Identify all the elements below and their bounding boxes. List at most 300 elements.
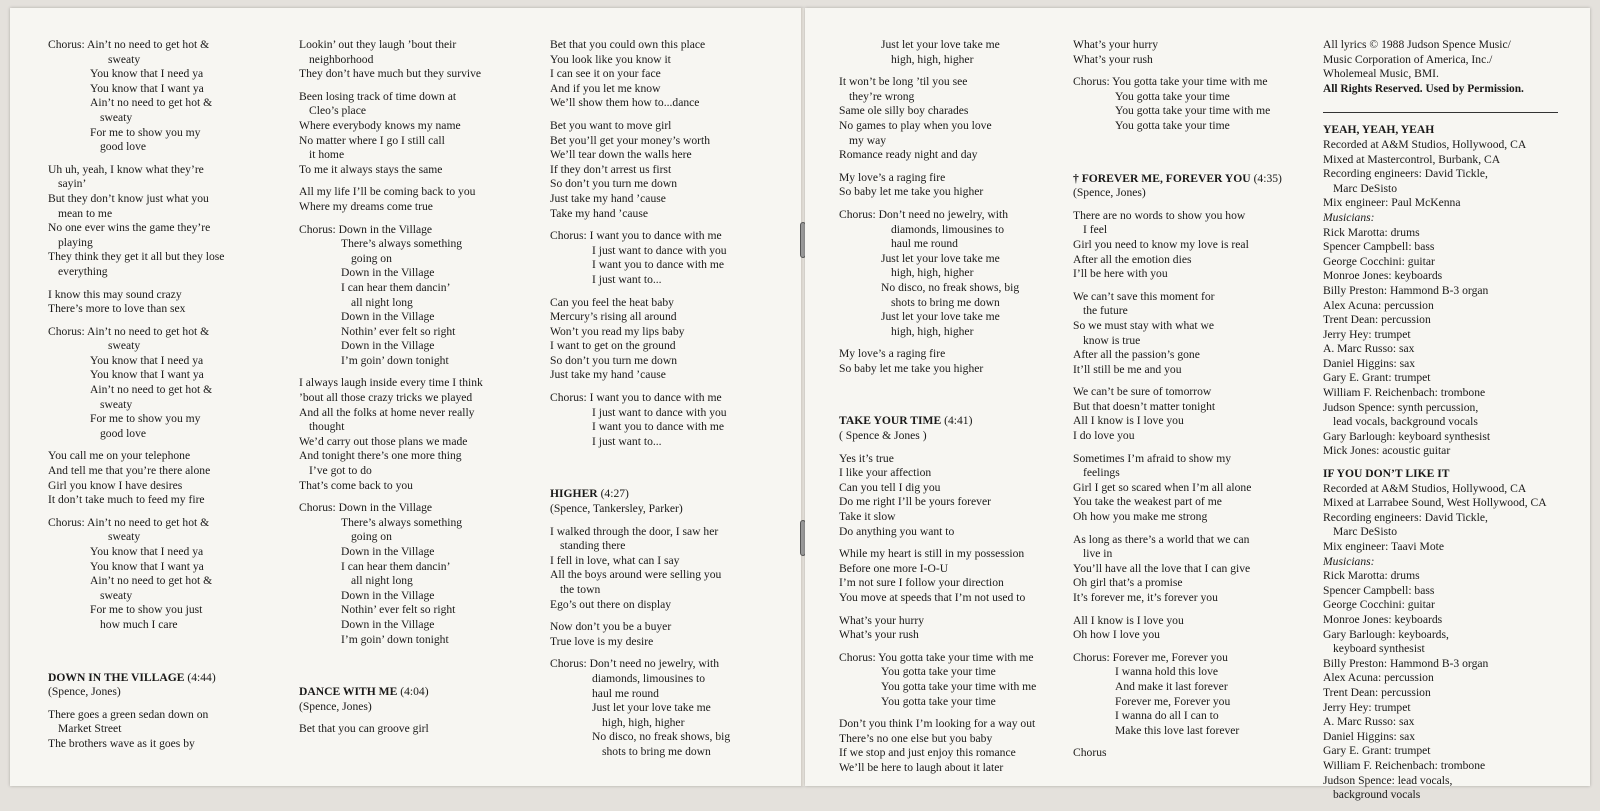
lyric-stanza: [1073, 452, 1309, 525]
lyric-stanza: [1073, 614, 1309, 643]
text-line: Oh girl that’s a promise: [1073, 576, 1183, 590]
text-line: So we must stay with what we: [1073, 318, 1215, 332]
lyric-stanza: [839, 717, 1067, 775]
text-line: Chorus: Don’t need no jewelry, with: [550, 657, 720, 671]
text-line: So baby let me take you higher: [839, 361, 984, 375]
lyric-stanza: [839, 347, 1067, 376]
text-line: Chorus: Down in the Village: [299, 222, 433, 236]
text-line: A. Marc Russo: sax: [1323, 342, 1415, 356]
text-line: Don’t you think I’m looking for a way out: [839, 717, 1036, 731]
lyric-stanza: [299, 223, 535, 369]
text-line: Where my dreams come true: [299, 199, 433, 213]
text-line: sayin’: [58, 177, 87, 191]
lyric-stanza: [48, 38, 278, 155]
lyrics-column-4: [839, 38, 1067, 784]
text-line: You look like you know it: [550, 52, 671, 66]
text-line: Chorus: I want you to dance with me: [550, 391, 722, 405]
song-duration: (4:04): [397, 685, 429, 699]
lyric-stanza: [839, 38, 1067, 67]
text-line: You gotta take your time: [881, 694, 996, 708]
text-line: You’ll have all the love that I can give: [1073, 561, 1251, 575]
text-line: William F. Reichenbach: trombone: [1323, 758, 1486, 772]
text-line: high, high, higher: [891, 52, 974, 66]
lyric-stanza: [550, 657, 790, 759]
text-line: There are no words to show you how: [1073, 208, 1246, 222]
text-line: Gary Barlough: keyboards,: [1323, 627, 1449, 641]
text-line: I’ll be here with you: [1073, 267, 1168, 281]
text-line: Musicians:: [1323, 210, 1375, 224]
text-line: Ain’t no need to get hot &: [90, 96, 213, 110]
song-duration: (4:35): [1250, 171, 1282, 185]
text-line: Jerry Hey: trumpet: [1323, 327, 1411, 341]
text-line: No matter where I go I still call: [299, 133, 445, 147]
section-spacer: [839, 384, 1067, 410]
text-line: And tell me that you’re there alone: [48, 464, 211, 478]
lyric-stanza: [1073, 385, 1309, 443]
section-spacer: [1073, 142, 1309, 168]
lyric-stanza: [1073, 38, 1309, 67]
text-line: Trent Dean: percussion: [1323, 313, 1431, 327]
text-line: I’ve got to do: [309, 464, 372, 478]
text-line: Take it slow: [839, 510, 896, 524]
text-line: Down in the Village: [341, 310, 435, 324]
text-line: All I know is I love you: [1073, 613, 1184, 627]
text-line: Oh how I love you: [1073, 628, 1160, 642]
text-line: ’bout all those crazy tricks we played: [299, 391, 473, 405]
text-line: It don’t take much to feed my fire: [48, 493, 205, 507]
text-line: Bet that you could own this place: [550, 38, 706, 51]
text-line: Just take my hand ’cause: [550, 191, 666, 205]
text-line: Down in the Village: [341, 617, 435, 631]
song-title-text: TAKE YOUR TIME: [839, 414, 942, 428]
text-line: George Cocchini: guitar: [1323, 598, 1435, 612]
text-line: Before one more I-O-U: [839, 561, 949, 575]
text-line: You take the weakest part of me: [1073, 495, 1222, 509]
divider-rule: [1323, 112, 1558, 113]
text-line: Recorded at A&M Studios, Hollywood, CA: [1323, 137, 1527, 151]
text-line: high, high, higher: [891, 324, 974, 338]
text-line: After all the passion’s gone: [1073, 348, 1200, 362]
text-line: Yes it’s true: [839, 451, 894, 465]
song-duration: (4:41): [941, 414, 973, 428]
text-line: While my heart is still in my possession: [839, 547, 1025, 561]
text-line: And if you let me know: [550, 81, 661, 95]
text-line: going on: [351, 251, 392, 265]
lyric-stanza: [299, 376, 535, 493]
text-line: You know that I want ya: [90, 559, 204, 573]
text-line: Marc DeSisto: [1333, 181, 1398, 195]
lyric-stanza: [48, 449, 278, 507]
text-line: high, high, higher: [891, 266, 974, 280]
text-line: I just want to dance with you: [592, 243, 727, 257]
text-line: I can hear them dancin’: [341, 559, 451, 573]
text-line: Daniel Higgins: sax: [1323, 729, 1416, 743]
text-line: Chorus: Ain’t no need to get hot &: [48, 515, 210, 529]
text-line: If they don’t arrest us first: [550, 162, 672, 176]
lyric-stanza: [1073, 651, 1309, 739]
text-line: You gotta take your time: [1115, 118, 1230, 132]
text-line: You know that I need ya: [90, 67, 204, 81]
left-page: [10, 8, 803, 786]
text-line: Cleo’s place: [309, 104, 366, 118]
text-line: All lyrics © 1988 Judson Spence Music/: [1323, 38, 1511, 51]
lyric-stanza: [550, 296, 790, 384]
songwriter-credit: (Spence, Jones): [1073, 186, 1146, 200]
text-line: I always laugh inside every time I think: [299, 376, 483, 390]
text-line: There’s always something: [341, 237, 463, 251]
text-line: Chorus: Don’t need no jewelry, with: [839, 207, 1009, 221]
text-line: Mixed at Mastercontrol, Burbank, CA: [1323, 152, 1501, 166]
text-line: Chorus: You gotta take your time with me: [839, 650, 1034, 664]
text-line: high, high, higher: [602, 715, 685, 729]
text-line: Music Corporation of America, Inc./: [1323, 52, 1493, 66]
text-line: I just want to dance with you: [592, 405, 727, 419]
lyric-stanza: [48, 516, 278, 633]
lyric-stanza: [550, 620, 790, 649]
text-line: shots to bring me down: [891, 295, 1000, 309]
text-line: No one ever wins the game they’re: [48, 221, 211, 235]
text-line: They think they get it all but they lose: [48, 250, 225, 264]
text-line: everything: [58, 264, 108, 278]
text-line: Musicians:: [1323, 554, 1375, 568]
text-line: For me to show you just: [90, 603, 203, 617]
text-line: lead vocals, background vocals: [1333, 415, 1478, 429]
text-line: diamonds, limousines to: [891, 222, 1005, 236]
lyric-stanza: [1073, 209, 1309, 282]
songwriter-credit: (Spence, Jones): [48, 685, 121, 699]
text-line: Spencer Campbell: bass: [1323, 240, 1435, 254]
text-line: Girl I get so scared when I’m all alone: [1073, 480, 1252, 494]
text-line: live in: [1083, 547, 1113, 561]
lyric-stanza: [48, 325, 278, 442]
text-line: I wanna do all I can to: [1115, 709, 1219, 723]
text-line: Make this love last forever: [1115, 723, 1240, 737]
text-line: shots to bring me down: [602, 744, 711, 758]
text-line: Judson Spence: synth percussion,: [1323, 400, 1479, 414]
text-line: Ain’t no need to get hot &: [90, 574, 213, 588]
songwriter-credit: (Spence, Tankersley, Parker): [550, 502, 683, 516]
text-line: They don’t have much but they survive: [299, 67, 482, 81]
lyric-stanza: [299, 38, 535, 82]
text-line: George Cocchini: guitar: [1323, 254, 1435, 268]
lyric-stanza: [1073, 533, 1309, 606]
lyrics-column-1: [48, 38, 278, 760]
text-line: YEAH, YEAH, YEAH: [1323, 123, 1435, 137]
song-title: [550, 487, 790, 502]
text-line: You know that I want ya: [90, 81, 204, 95]
text-line: Alex Acuna: percussion: [1323, 671, 1434, 685]
text-line: Spencer Campbell: bass: [1323, 583, 1435, 597]
text-line: You know that I need ya: [90, 353, 204, 367]
text-line: Chorus: Ain’t no need to get hot &: [48, 324, 210, 338]
lyrics-column-3: [550, 38, 790, 768]
text-line: William F. Reichenbach: trombone: [1323, 386, 1486, 400]
text-line: There’s always something: [341, 515, 463, 529]
right-page: [805, 8, 1590, 802]
lyric-stanza: [1323, 123, 1573, 459]
text-line: Sometimes I’m afraid to show my: [1073, 451, 1232, 465]
text-line: Trent Dean: percussion: [1323, 685, 1431, 699]
lyric-stanza: [299, 185, 535, 214]
text-line: You know that I need ya: [90, 545, 204, 558]
text-line: Do anything you want to: [839, 524, 955, 538]
text-line: What’s your rush: [839, 628, 919, 642]
text-line: Just let your love take me: [881, 310, 1000, 324]
lyric-stanza: [1073, 290, 1309, 378]
text-line: Down in the Village: [341, 545, 435, 558]
text-line: Forever me, Forever you: [1115, 694, 1231, 708]
song-title: [48, 671, 278, 686]
text-line: Where everybody knows my name: [299, 118, 461, 132]
song-title: [839, 414, 1067, 429]
text-line: There’s no one else but you baby: [839, 731, 993, 745]
text-line: Chorus: Forever me, Forever you: [1073, 650, 1228, 664]
text-line: feelings: [1083, 466, 1120, 480]
text-line: Alex Acuna: percussion: [1323, 298, 1434, 312]
text-line: Marc DeSisto: [1333, 525, 1398, 539]
text-line: Mixed at Larrabee Sound, West Hollywood, CA: [1323, 496, 1547, 510]
text-line: I fell in love, what can I say: [550, 553, 680, 567]
text-line: It’ll still be me and you: [1073, 362, 1182, 376]
song-title: [299, 685, 535, 700]
text-line: I can hear them dancin’: [341, 280, 451, 294]
text-line: You gotta take your time: [1115, 89, 1230, 103]
text-line: Mick Jones: acoustic guitar: [1323, 444, 1451, 458]
lyric-stanza: [550, 525, 790, 613]
text-line: I can see it on your face: [550, 67, 661, 81]
text-line: sweaty: [108, 530, 141, 544]
text-line: Billy Preston: Hammond B-3 organ: [1323, 283, 1489, 297]
text-line: Market Street: [58, 722, 122, 736]
text-line: Mix engineer: Taavi Mote: [1323, 540, 1444, 553]
text-line: Rick Marotta: drums: [1323, 569, 1420, 583]
lyric-stanza: [839, 75, 1067, 163]
text-line: Ego’s out there on display: [550, 597, 672, 611]
text-line: Nothin’ ever felt so right: [341, 324, 456, 338]
lyric-stanza: [1073, 746, 1309, 761]
text-line: And make it last forever: [1115, 679, 1228, 693]
lyric-stanza: [550, 229, 790, 287]
text-line: You call me on your telephone: [48, 449, 191, 463]
lyric-stanza: [550, 38, 790, 111]
text-line: thought: [309, 420, 345, 434]
text-line: You gotta take your time: [881, 665, 996, 679]
text-line: sweaty: [100, 110, 133, 124]
lyric-stanza: [839, 614, 1067, 643]
text-line: Been losing track of time down at: [299, 89, 457, 103]
text-line: I do love you: [1073, 429, 1135, 443]
text-line: mean to me: [58, 206, 113, 220]
text-line: sweaty: [108, 52, 141, 66]
text-line: I’m goin’ down tonight: [341, 353, 449, 367]
text-line: True love is my desire: [550, 634, 654, 648]
text-line: Just take my hand ’cause: [550, 368, 666, 382]
text-line: haul me round: [592, 686, 659, 700]
lyric-stanza: [1323, 467, 1573, 803]
text-line: I just want to...: [592, 272, 662, 286]
text-line: So baby let me take you higher: [839, 185, 984, 199]
lyrics-column-2: [299, 38, 535, 745]
text-line: neighborhood: [309, 52, 374, 66]
text-line: Down in the Village: [341, 339, 435, 353]
text-line: We can’t save this moment for: [1073, 289, 1215, 303]
text-line: Won’t you read my lips baby: [550, 324, 685, 338]
text-line: We’ll be here to laugh about it later: [839, 760, 1004, 774]
text-line: Now don’t you be a buyer: [550, 620, 672, 634]
text-line: After all the emotion dies: [1073, 252, 1192, 266]
text-line: As long as there’s a world that we can: [1073, 532, 1250, 546]
text-line: Bet that you can groove girl: [299, 722, 429, 736]
text-line: know is true: [1083, 333, 1141, 347]
lyric-stanza: [839, 651, 1067, 709]
text-line: So don’t you turn me down: [550, 353, 677, 367]
text-line: I like your affection: [839, 466, 932, 480]
text-line: That’s come back to you: [299, 478, 413, 492]
text-line: To me it always stays the same: [299, 162, 443, 176]
text-line: All I know is I love you: [1073, 414, 1184, 428]
text-line: Rick Marotta: drums: [1323, 225, 1420, 239]
text-line: Ain’t no need to get hot &: [90, 383, 213, 397]
text-line: Nothin’ ever felt so right: [341, 603, 456, 617]
text-line: I know this may sound crazy: [48, 287, 182, 301]
song-duration: (4:27): [597, 487, 629, 501]
text-line: My love’s a raging fire: [839, 347, 946, 361]
text-line: It’s forever me, it’s forever you: [1073, 591, 1218, 604]
lyric-stanza: [299, 90, 535, 178]
text-line: We’ll tear down the walls here: [550, 148, 692, 162]
text-line: Chorus: [1073, 746, 1107, 760]
text-line: I wanna hold this love: [1115, 665, 1219, 679]
lyric-stanza: [550, 391, 790, 449]
songwriter-credit: (Spence, Jones): [299, 699, 372, 713]
text-line: Just let your love take me: [881, 38, 1000, 51]
text-line: My love’s a raging fire: [839, 170, 946, 184]
text-line: keyboard synthesist: [1333, 642, 1425, 656]
text-line: All my life I’ll be coming back to you: [299, 185, 476, 199]
text-line: All the boys around were selling you: [550, 568, 722, 582]
text-line: I feel: [1083, 223, 1108, 237]
text-line: And all the folks at home never really: [299, 405, 475, 419]
text-line: Gary E. Grant: trumpet: [1323, 371, 1431, 385]
lyric-stanza: [839, 547, 1067, 605]
text-line: Recorded at A&M Studios, Hollywood, CA: [1323, 481, 1527, 495]
text-line: We’d carry out those plans we made: [299, 434, 468, 448]
text-line: So don’t you turn me down: [550, 177, 677, 191]
text-line: No games to play when you love: [839, 118, 992, 132]
text-line: You know that I want ya: [90, 368, 204, 382]
text-line: Gary Barlough: keyboard synthesist: [1323, 429, 1491, 443]
song-title-text: DOWN IN THE VILLAGE: [48, 670, 185, 684]
text-line: diamonds, limousines to: [592, 671, 706, 685]
text-line: What’s your hurry: [1073, 38, 1158, 51]
lyric-stanza: [299, 722, 535, 737]
text-line: Down in the Village: [341, 588, 435, 602]
text-line: Just let your love take me: [592, 701, 711, 715]
text-line: Billy Preston: Hammond B-3 organ: [1323, 656, 1489, 670]
text-line: my way: [849, 133, 887, 147]
section-spacer: [299, 655, 535, 681]
text-line: You move at speeds that I’m not used to: [839, 591, 1026, 604]
text-line: But they don’t know just what you: [48, 191, 209, 205]
text-line: Monroe Jones: keyboards: [1323, 269, 1443, 283]
text-line: The brothers wave as it goes by: [48, 736, 195, 750]
text-line: the future: [1083, 304, 1128, 318]
text-line: Can you feel the heat baby: [550, 295, 674, 309]
text-line: going on: [351, 530, 392, 544]
text-line: Girl you know I have desires: [48, 478, 183, 492]
text-line: All Rights Reserved. Used by Permission.: [1323, 82, 1524, 95]
text-line: Recording engineers: David Tickle,: [1323, 510, 1488, 524]
text-line: I want you to dance with me: [592, 420, 725, 434]
text-line: You gotta take your time with me: [1115, 104, 1271, 118]
text-line: all night long: [351, 574, 413, 588]
text-line: sweaty: [108, 339, 141, 353]
text-line: It won’t be long ’til you see: [839, 75, 968, 89]
song-title-text: DANCE WITH ME: [299, 685, 398, 699]
text-line: Recording engineers: David Tickle,: [1323, 167, 1488, 181]
lyric-stanza: [48, 708, 278, 752]
text-line: I’m goin’ down tonight: [341, 632, 449, 646]
lyric-stanza: [299, 501, 535, 647]
text-line: No disco, no freak shows, big: [881, 280, 1020, 294]
text-line: good love: [100, 140, 147, 154]
lyric-stanza: [48, 288, 278, 317]
text-line: haul me round: [891, 237, 958, 251]
text-line: I want you to dance with me: [592, 258, 725, 272]
text-line: Mercury’s rising all around: [550, 310, 677, 324]
text-line: Chorus: You gotta take your time with me: [1073, 75, 1268, 89]
text-line: Wholemeal Music, BMI.: [1323, 67, 1439, 81]
song-title-text: † FOREVER ME, FOREVER YOU: [1073, 171, 1251, 185]
text-line: it home: [309, 148, 345, 162]
text-line: There’s more to love than sex: [48, 302, 186, 316]
lyric-stanza: [839, 208, 1067, 339]
text-line: sweaty: [100, 588, 133, 602]
text-line: Daniel Higgins: sax: [1323, 356, 1416, 370]
text-line: Uh uh, yeah, I know what they’re: [48, 162, 204, 176]
section-spacer: [550, 457, 790, 483]
text-line: A. Marc Russo: sax: [1323, 715, 1415, 729]
text-line: No disco, no freak shows, big: [592, 730, 731, 744]
text-line: But that doesn’t matter tonight: [1073, 399, 1216, 413]
text-line: I just want to...: [592, 434, 662, 448]
lyric-stanza: [1073, 75, 1309, 133]
text-line: Bet you’ll get your money’s worth: [550, 133, 711, 147]
text-line: Oh how you make me strong: [1073, 510, 1208, 524]
text-line: Monroe Jones: keyboards: [1323, 612, 1443, 626]
text-line: Romance ready night and day: [839, 148, 978, 162]
text-line: Can you tell I dig you: [839, 480, 941, 494]
lyric-stanza: [839, 452, 1067, 540]
text-line: What’s your hurry: [839, 613, 924, 627]
text-line: Do me right I’ll be yours forever: [839, 495, 991, 509]
text-line: they’re wrong: [849, 89, 915, 103]
song-title: [1073, 172, 1309, 187]
section-spacer: [48, 641, 278, 667]
text-line: standing there: [560, 539, 626, 553]
lyrics-column-5: [1073, 38, 1309, 769]
text-line: background vocals: [1333, 788, 1421, 802]
text-line: And tonight there’s one more thing: [299, 449, 462, 463]
text-line: I want to get on the ground: [550, 339, 676, 353]
text-line: playing: [58, 235, 93, 249]
text-line: all night long: [351, 295, 413, 309]
lyric-stanza: [1323, 38, 1573, 96]
text-line: sweaty: [100, 397, 133, 411]
text-line: Jerry Hey: trumpet: [1323, 700, 1411, 714]
text-line: IF YOU DON’T LIKE IT: [1323, 467, 1450, 481]
text-line: Down in the Village: [341, 266, 435, 280]
